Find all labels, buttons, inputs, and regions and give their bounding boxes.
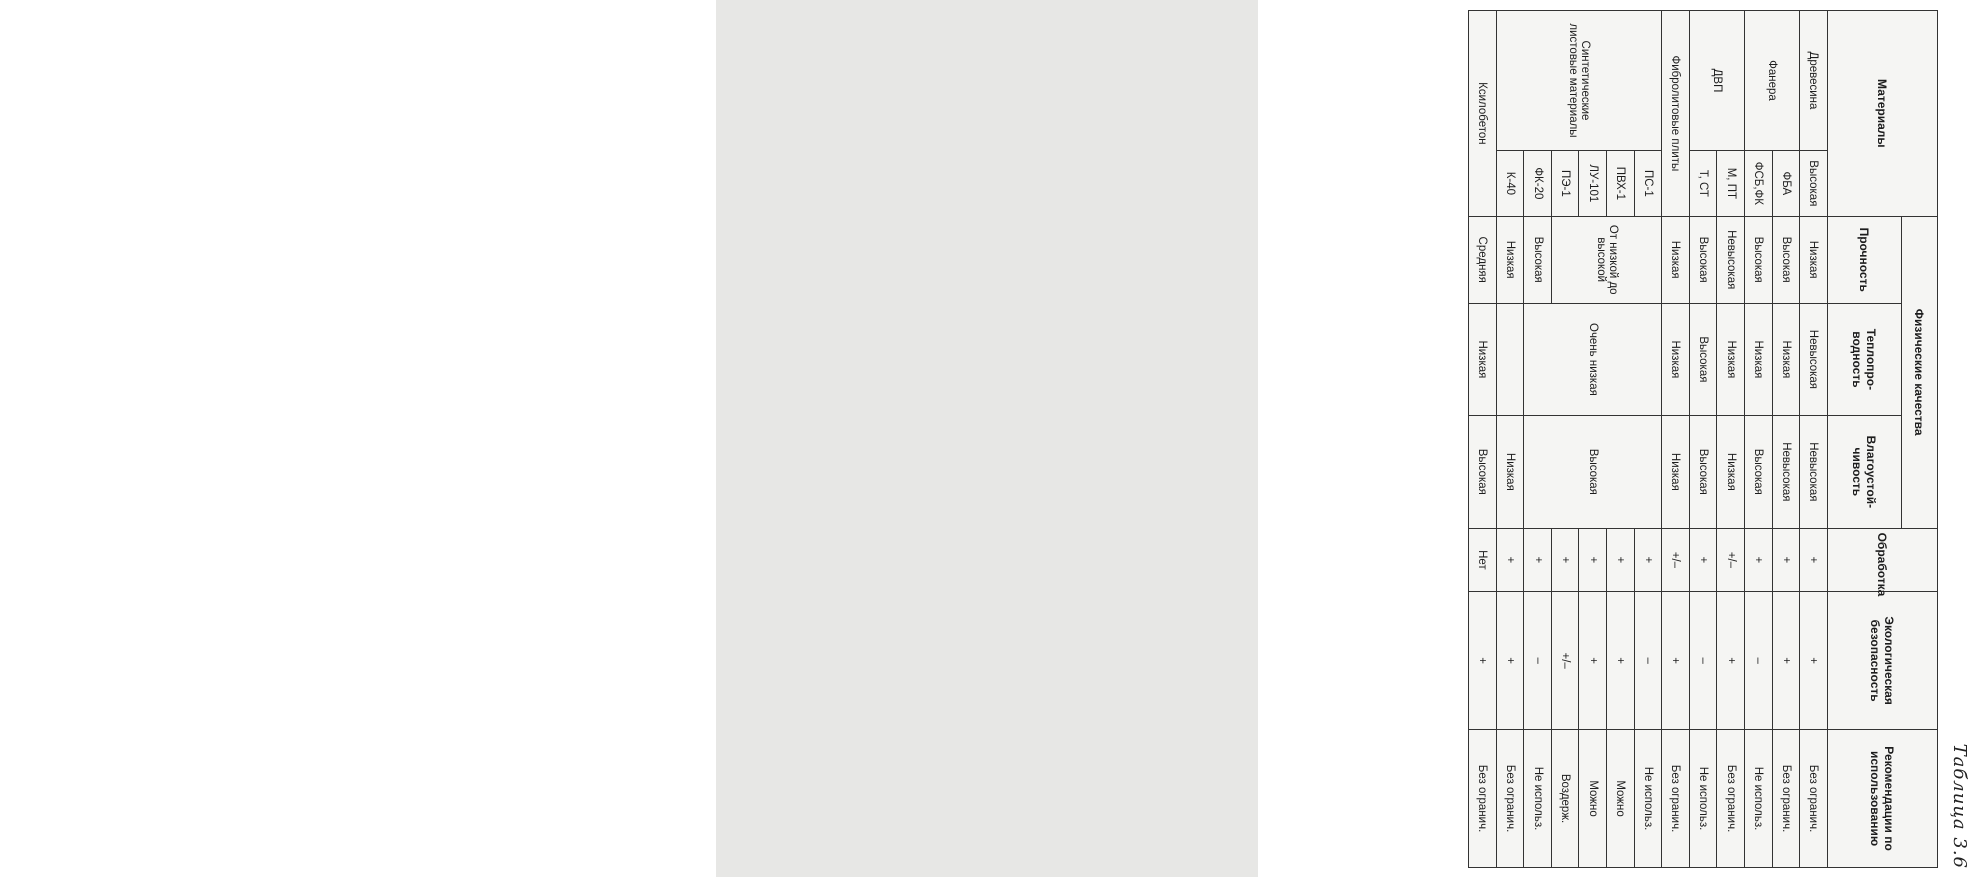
cell-ecology: + bbox=[1717, 592, 1745, 730]
cell-recommend: Не использ. bbox=[1744, 730, 1772, 868]
row-sub: Высокая bbox=[1800, 150, 1828, 216]
cell-thermal: Низкая bbox=[1662, 303, 1690, 415]
cell-ecology: + bbox=[1772, 592, 1800, 730]
scanned-page bbox=[716, 0, 1970, 877]
cell-ecology: – bbox=[1744, 592, 1772, 730]
cell-recommend: Воздерж. bbox=[1551, 730, 1579, 868]
cell-strength: Высокая bbox=[1689, 216, 1717, 303]
cell-moisture: Высокая bbox=[1689, 416, 1717, 528]
row-sub: ЛУ-101 bbox=[1579, 150, 1607, 216]
cell-moisture: Низкая bbox=[1662, 416, 1690, 528]
cell-processing: + bbox=[1607, 528, 1635, 592]
cell-moisture: Низкая bbox=[1496, 416, 1524, 528]
cell-processing: + bbox=[1634, 528, 1662, 592]
cell-recommend: Без огранич. bbox=[1662, 730, 1690, 868]
cell-thermal-merged: Очень низкая bbox=[1524, 303, 1662, 415]
row-name: Древесина bbox=[1800, 11, 1828, 151]
cell-processing: + bbox=[1551, 528, 1579, 592]
cell-recommend: Без огранич. bbox=[1496, 730, 1524, 868]
row-sub: ПВХ-1 bbox=[1607, 150, 1635, 216]
cell-strength-merged: От низкой до высокой bbox=[1551, 216, 1661, 303]
cell-ecology: – bbox=[1634, 592, 1662, 730]
cell-recommend: Без огранич. bbox=[1717, 730, 1745, 868]
table-row bbox=[1469, 11, 1497, 868]
cell-moisture-merged: Высокая bbox=[1524, 416, 1662, 528]
row-name: Фанера bbox=[1744, 11, 1799, 151]
table-row bbox=[1662, 11, 1690, 868]
header-processing: Обработка bbox=[1827, 528, 1937, 592]
row-sub: К-40 bbox=[1496, 150, 1524, 216]
cell-processing: + bbox=[1579, 528, 1607, 592]
cell-recommend: Без огранич. bbox=[1469, 730, 1497, 868]
cell-moisture: Невысокая bbox=[1772, 416, 1800, 528]
cell-ecology: + bbox=[1662, 592, 1690, 730]
cell-thermal: Высокая bbox=[1689, 303, 1717, 415]
header-materials: Материалы bbox=[1827, 11, 1937, 217]
cell-strength: Низкая bbox=[1496, 216, 1524, 303]
cell-ecology: + bbox=[1496, 592, 1524, 730]
row-name: Фибролитовые плиты bbox=[1662, 11, 1690, 217]
cell-ecology: + bbox=[1800, 592, 1828, 730]
cell-processing: + bbox=[1496, 528, 1524, 592]
row-name: ДВП bbox=[1689, 11, 1744, 151]
cell-recommend: Не использ. bbox=[1524, 730, 1552, 868]
cell-ecology: + bbox=[1469, 592, 1497, 730]
row-sub: ПС-1 bbox=[1634, 150, 1662, 216]
cell-processing: +/– bbox=[1662, 528, 1690, 592]
cell-recommend: Не использ. bbox=[1689, 730, 1717, 868]
cell-thermal: Невысокая bbox=[1800, 303, 1828, 415]
cell-ecology: + bbox=[1579, 592, 1607, 730]
cell-processing: + bbox=[1689, 528, 1717, 592]
cell-recommend: Не использ. bbox=[1634, 730, 1662, 868]
materials-table bbox=[1468, 10, 1938, 868]
row-sub: М, ПТ bbox=[1717, 150, 1745, 216]
cell-recommend: Можно bbox=[1607, 730, 1635, 868]
cell-recommend: Можно bbox=[1579, 730, 1607, 868]
row-name: Синтетические листовые материалы bbox=[1496, 11, 1661, 151]
cell-strength: Низкая bbox=[1800, 216, 1828, 303]
row-sub: ФБА bbox=[1772, 150, 1800, 216]
cell-ecology: – bbox=[1524, 592, 1552, 730]
cell-strength: Высокая bbox=[1772, 216, 1800, 303]
rotated-table-sheet bbox=[1432, 0, 1974, 877]
cell-processing: + bbox=[1524, 528, 1552, 592]
cell-processing: + bbox=[1744, 528, 1772, 592]
cell-ecology: – bbox=[1689, 592, 1717, 730]
cell-thermal bbox=[1496, 303, 1524, 415]
row-sub: ПЭ-1 bbox=[1551, 150, 1579, 216]
cell-moisture: Высокая bbox=[1469, 416, 1497, 528]
cell-strength: Низкая bbox=[1662, 216, 1690, 303]
cell-processing: + bbox=[1772, 528, 1800, 592]
header-row-1 bbox=[1901, 11, 1937, 868]
cell-thermal: Низкая bbox=[1772, 303, 1800, 415]
cell-strength: Высокая bbox=[1524, 216, 1552, 303]
cell-thermal: Низкая bbox=[1744, 303, 1772, 415]
cell-moisture: Высокая bbox=[1744, 416, 1772, 528]
cell-recommend: Без огранич. bbox=[1772, 730, 1800, 868]
cell-recommend: Без огранич. bbox=[1800, 730, 1828, 868]
table-row bbox=[1800, 11, 1828, 868]
cell-thermal: Низкая bbox=[1469, 303, 1497, 415]
cell-moisture: Низкая bbox=[1717, 416, 1745, 528]
header-strength: Прочность bbox=[1827, 216, 1901, 303]
header-moisture: Влагоустой-чивость bbox=[1827, 416, 1901, 528]
header-ecology: Экологическая безопасность bbox=[1827, 592, 1937, 730]
cell-strength: Средняя bbox=[1469, 216, 1497, 303]
header-thermal: Теплопро-водность bbox=[1827, 303, 1901, 415]
cell-thermal: Низкая bbox=[1717, 303, 1745, 415]
table-row bbox=[1717, 11, 1745, 868]
table-row bbox=[1634, 11, 1662, 868]
cell-strength: Высокая bbox=[1744, 216, 1772, 303]
cell-processing: Нет bbox=[1469, 528, 1497, 592]
cell-ecology: +/– bbox=[1551, 592, 1579, 730]
header-physical: Физические качества bbox=[1901, 216, 1937, 528]
table-caption: Таблица 3.6 bbox=[1949, 743, 1970, 869]
row-sub: Т, СТ bbox=[1689, 150, 1717, 216]
row-name: Ксилобетон bbox=[1469, 11, 1497, 217]
cell-processing: +/– bbox=[1717, 528, 1745, 592]
cell-processing: + bbox=[1800, 528, 1828, 592]
cell-strength: Невысокая bbox=[1717, 216, 1745, 303]
cell-moisture: Невысокая bbox=[1800, 416, 1828, 528]
table-row bbox=[1772, 11, 1800, 868]
row-sub: ФСБ,ФК bbox=[1744, 150, 1772, 216]
header-recommend: Рекомендации по использованию bbox=[1827, 730, 1937, 868]
row-sub: ФК-20 bbox=[1524, 150, 1552, 216]
cell-ecology: + bbox=[1607, 592, 1635, 730]
